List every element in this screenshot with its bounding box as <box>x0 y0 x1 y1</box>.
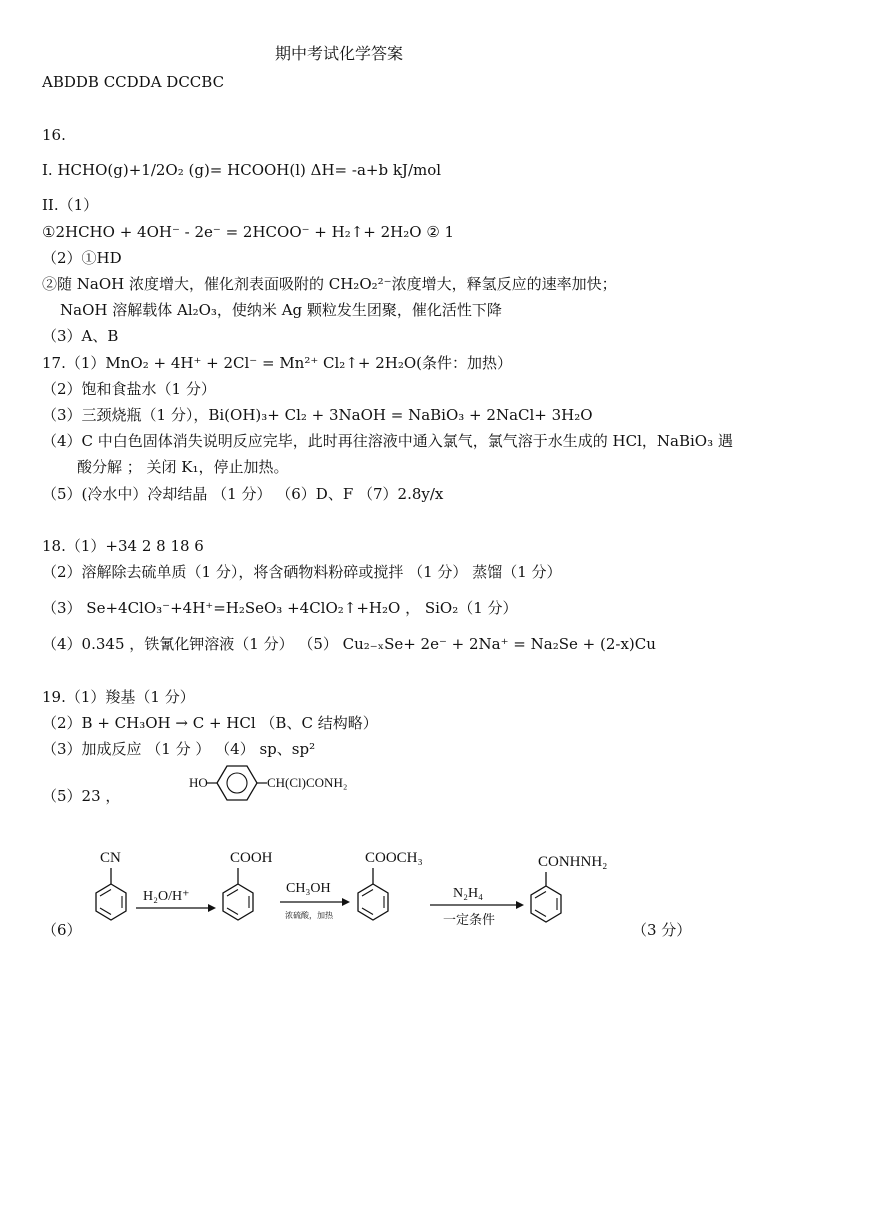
q18-line1: 18.（1）+34 2 8 18 6 <box>42 537 204 555</box>
q17-line4b: 酸分解 ； 关闭 K₁，停止加热。 <box>77 458 289 476</box>
reagent-2-bottom-label: 浓硫酸，加热 <box>285 911 333 920</box>
q19-line2: （2）B + CH₃OH → C + HCl （B、C 结构略） <box>42 714 378 732</box>
q18-line4: （4）0.345 ，铁氰化钾溶液（1 分） （5） Cu₂₋ₓSe+ 2e⁻ + 2Na⁺ = Na₂Se + (2-x)Cu <box>42 635 656 653</box>
q16-number: 16. <box>42 126 66 144</box>
reagent-1-label: H₂O/H⁺ <box>143 889 190 904</box>
reagent-3-bottom-label: 一定条件 <box>443 912 496 927</box>
compound-3-label: COOCH₃ <box>365 850 423 866</box>
q19-5-substituent-label: CH(Cl)CONH₂ <box>267 775 348 790</box>
compound-2-benzene-icon <box>223 884 253 920</box>
compound-3-benzene-icon <box>358 884 388 920</box>
q16-part2-3: ②随 NaOH 浓度增大，催化剂表面吸附的 CH₂O₂²⁻浓度增大，释氢反应的速率加快； <box>42 275 617 293</box>
q19-6-label: （6） <box>42 921 82 939</box>
compound-1-label: CN <box>100 850 121 866</box>
arrow-2-head-icon <box>342 898 350 906</box>
q18-line3: （3） Se+4ClO₃⁻+4H⁺=H₂SeO₃ +4ClO₂↑+H₂O ， SiO₂（1 分） <box>42 599 518 617</box>
q19-line3: （3）加成反应 （1 分 ） （4） sp、sp² <box>42 740 316 758</box>
q19-line1: 19.（1）羧基（1 分） <box>42 688 195 706</box>
arrow-3-head-icon <box>516 901 524 909</box>
compound-2-label: COOH <box>230 850 273 866</box>
page-title: 期中考试化学答案 <box>275 44 404 63</box>
q16-part2-1: ①2HCHO + 4OH⁻ - 2e⁻ = 2HCOO⁻ + H₂↑+ 2H₂O ② 1 <box>42 223 455 241</box>
aromatic-circle <box>227 773 247 793</box>
reagent-2-top-label: CH₃OH <box>286 881 331 896</box>
q17-line4a: （4）C 中白色固体消失说明反应完毕，此时再往溶液中通入氯气，氯气溶于水生成的 HCl，NaBiO₃ 遇 <box>42 432 733 450</box>
q17-line2: （2）饱和食盐水（1 分） <box>42 380 216 398</box>
q19-5-ho-label: HO <box>189 775 208 790</box>
q17-line1: 17.（1）MnO₂ + 4H⁺ + 2Cl⁻ = Mn²⁺ Cl₂↑+ 2H₂O(条件：加热） <box>42 354 513 372</box>
q16-part3: （3）A、B <box>42 327 119 345</box>
q19-5-structure <box>185 760 375 810</box>
reagent-3-top-label: N₂H₄ <box>453 886 483 901</box>
mc-answers: ABDDB CCDDA DCCBC <box>42 73 225 91</box>
q19-6-score: （3 分） <box>632 921 692 939</box>
compound-1-benzene-icon <box>96 884 126 920</box>
arrow-1-head-icon <box>208 904 216 912</box>
q16-part2-head: II.（1） <box>42 196 99 214</box>
q19-line5: （5）23 ， <box>42 787 121 805</box>
q16-part2-2: （2）①HD <box>42 249 122 267</box>
q16-part2-4: NaOH 溶解载体 Al₂O₃，使纳米 Ag 颗粒发生团聚，催化活性下降 <box>60 301 502 319</box>
q17-line5: （5）(冷水中）冷却结晶 （1 分） （6）D、F （7）2.8y/x <box>42 485 444 503</box>
q18-line2: （2）溶解除去硫单质（1 分），将含硒物料粉碎或搅拌 （1 分） 蒸馏（1 分） <box>42 563 562 581</box>
compound-4-benzene-icon <box>531 886 561 922</box>
q17-line3: （3）三颈烧瓶（1 分），Bi(OH)₃+ Cl₂ + 3NaOH = NaBiO₃ + 2NaCl+ 3H₂O <box>42 406 593 424</box>
benzene-ring-icon <box>217 766 257 800</box>
compound-4-label: CONHNH₂ <box>538 854 608 870</box>
q19-6-synthesis-scheme <box>80 840 640 940</box>
q16-part1: I. HCHO(g)+1/2O₂ (g)= HCOOH(l) ΔH= -a+b kJ/mol <box>42 161 442 179</box>
